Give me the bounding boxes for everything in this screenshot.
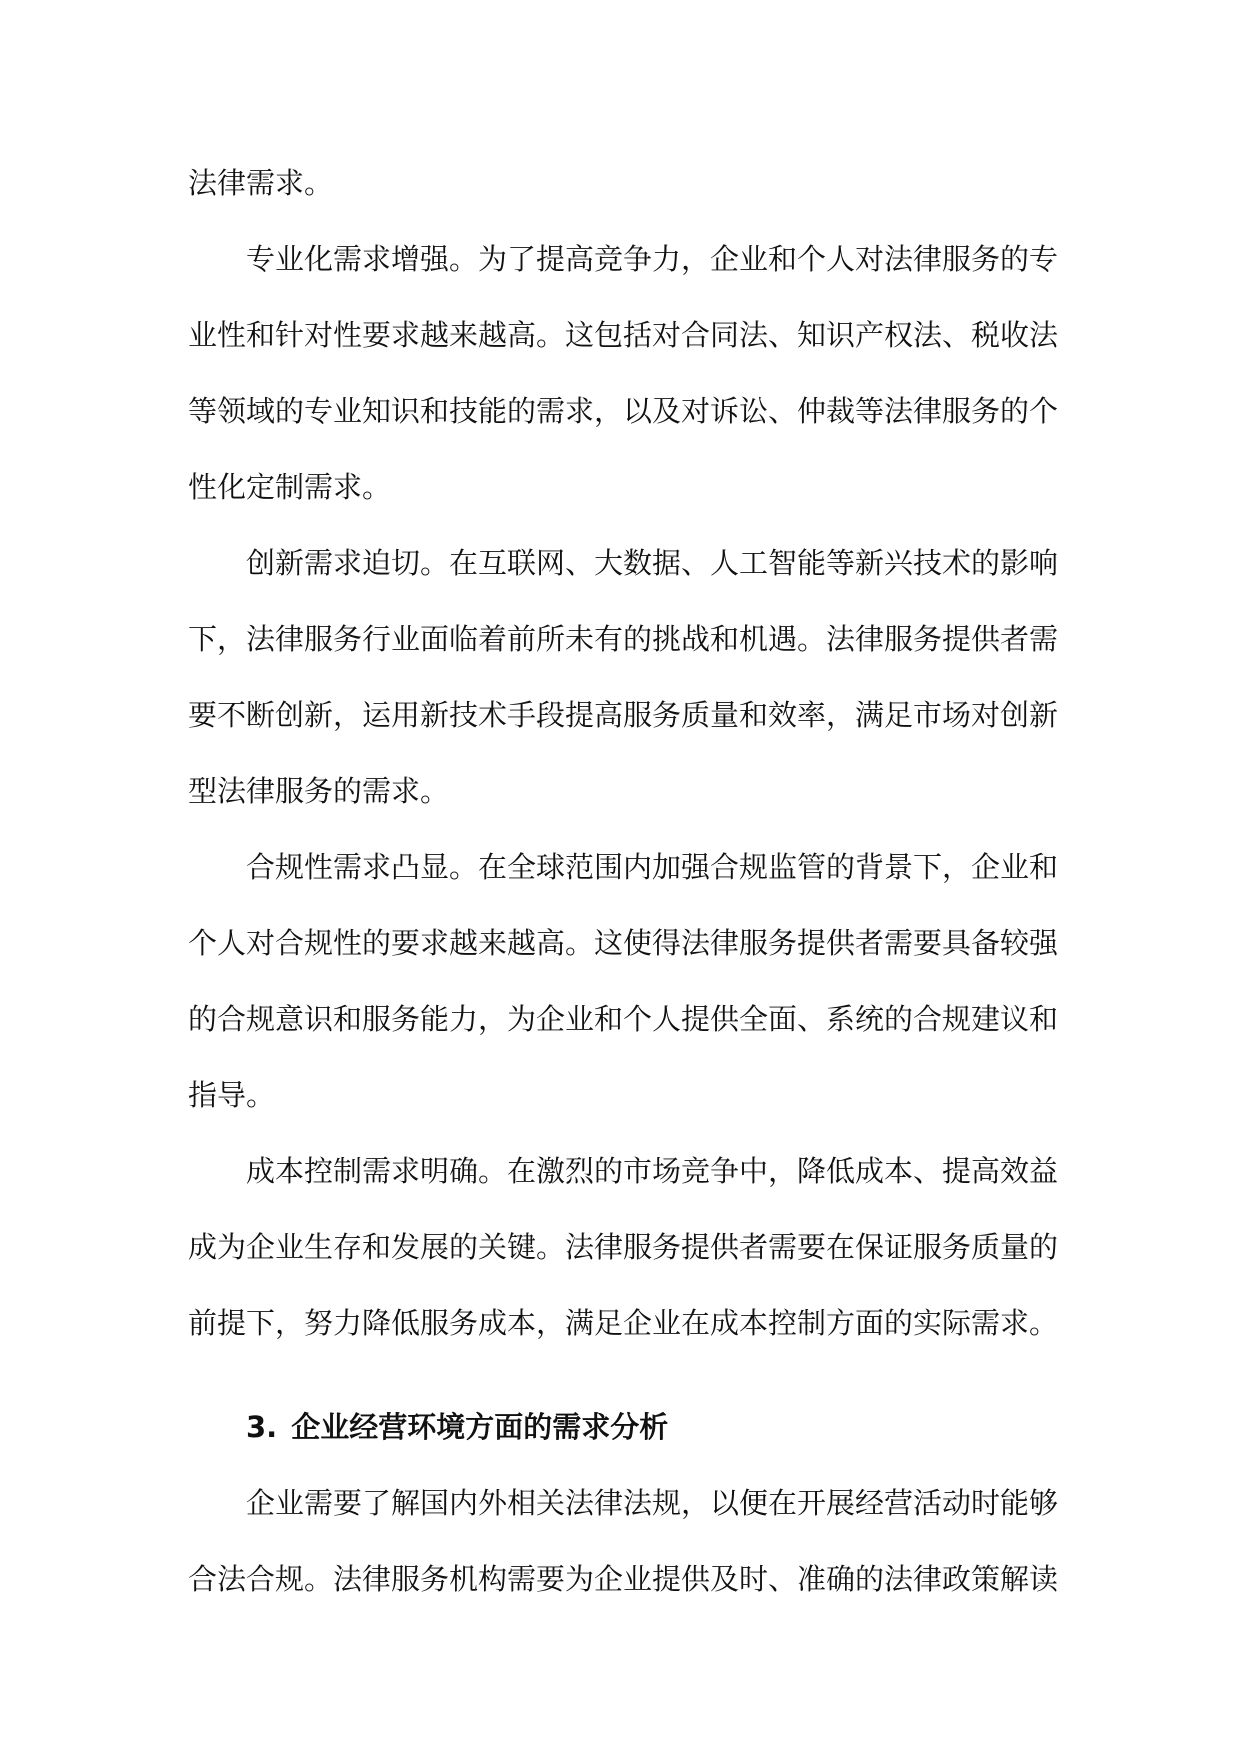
paragraph-cost-control-demand: 成本控制需求明确。在激烈的市场竞争中，降低成本、提高效益成为企业生存和发展的关键。法律服务提供者需要在保证服务质量的前提下，努力降低服务成本，满足企业在成本控制方面的实际需求。 [188,1154,1059,1340]
document-body [188,145,1058,1617]
section-heading-number: 3. [246,1410,278,1444]
paragraph-continuation: 法律需求。 [188,166,334,200]
paragraph-innovation-demand: 创新需求迫切。在互联网、大数据、人工智能等新兴技术的影响下，法律服务行业面临着前所未有的挑战和机遇。法律服务提供者需要不断创新，运用新技术手段提高服务质量和效率，满足市场对创新型法律服务的需求。 [188,546,1059,808]
section-heading [188,1389,1058,1465]
paragraph-compliance-demand: 合规性需求凸显。在全球范围内加强合规监管的背景下，企业和个人对合规性的要求越来越高。这使得法律服务提供者需要具备较强的合规意识和服务能力，为企业和个人提供全面、系统的合规建议和指导。 [188,850,1059,1112]
paragraph-specialization-demand: 专业化需求增强。为了提高竞争力，企业和个人对法律服务的专业性和针对性要求越来越高。这包括对合同法、知识产权法、税收法等领域的专业知识和技能的需求，以及对诉讼、仲裁等法律服务的个性化定制需求。 [188,242,1059,504]
paragraph-business-environment: 企业需要了解国内外相关法律法规，以便在开展经营活动时能够合法合规。法律服务机构需要为企业提供及时、准确的法律政策解读 [188,1486,1059,1596]
section-heading-title: 企业经营环境方面的需求分析 [291,1410,669,1444]
